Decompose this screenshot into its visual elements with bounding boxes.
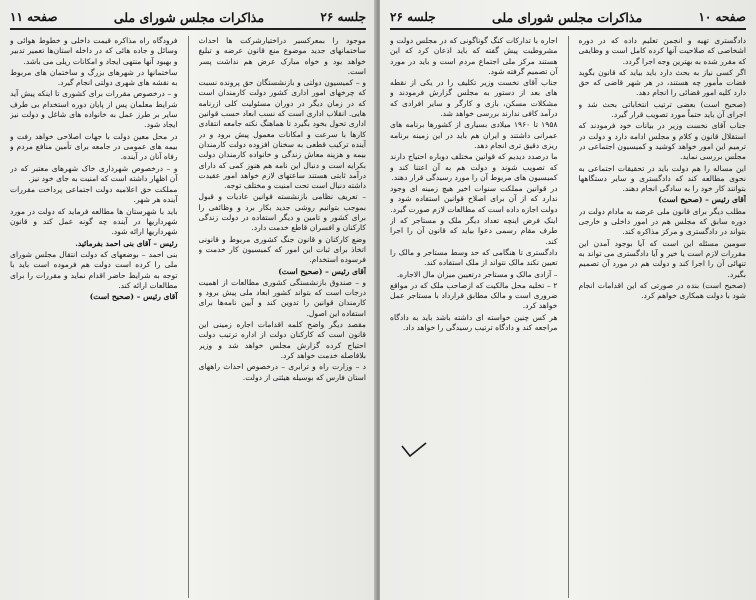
paragraph: اینک فرض اینچه تعداد دیگر ملک و مستاجر که از طرف مقام رسمی دعوا بیاید که قانون آن را اجرا کند. xyxy=(390,216,558,246)
page-title: مذاکرات مجلس شورای ملی xyxy=(491,9,643,25)
paragraph: هر کس چنین خواسته ای داشته باشد باید به دادگاه مراجعه کند و دادگاه ترتیب رسیدگی را خواهد داد. xyxy=(390,312,558,333)
paragraph: (صحیح است) بعضی ترتیب انتخاباتی بحث شد و اجرای آن باید حتماً مورد تصویب قرار گیرد. xyxy=(578,99,746,120)
page-number: صفحه ۱۱ xyxy=(10,10,58,24)
paragraph: – آزادی مالک و مستاجر درتعیین میزان مال الاجاره. xyxy=(396,269,558,279)
page-title: مذاکرات مجلس شورای ملی xyxy=(113,9,265,25)
paragraph: در قوانین مملکت سنوات اخیر هیچ زمینه ای وجود ندارد که از آن برای اصلاح قوانین استفاده شود و دولت اجازه داده است که مطالعات لازم صورت گیرد. xyxy=(390,184,558,214)
handwritten-checkmark xyxy=(400,440,428,462)
paragraph: و – کمیسیون دولتی و بازنشستگان حق پرونده نسبت که چرخهای امور اداری کشور دولت کارمندان است که در زمان دیگر در دوران مسئولیت کلی ازرنامه هایی. انقلاب اداری است که نسب ابعاد حسب قوانین اداری تحول بخود بگیرد تا هماهنگ نکته جامعه انتقادی کارها با سرعت و امکانات معمول پیش برود و در آینده ترکیب قطعی به سخنان افزوده دولت کارمندان بیمه و هزینه معاش زندگی و خانواده کارمندان دولت بکرایه است و دنبال این نامه هم هنوز کمی که دارای درآمد ثابتی هستند ساعتهای لازم خواهد امور عقیدت داشته دنبال است تحت امنیت و مختلف توجه. xyxy=(198,78,366,191)
paragraph: ساختمانها در شهرهای بزرگ و ساختمان های مربوط به نقشه های شهری دولتی انجام گیرد. xyxy=(10,67,178,88)
text-column-right xyxy=(579,36,747,598)
paragraph: ۲ – تخلیه محل مالکیت که ازصاحب ملک که در مواقع ضروری است و مالک مطابق قرارداد با مستاجر عمل خواهد کرد. xyxy=(390,280,558,311)
paragraph: وضع کارکنان و قانون جنگ کشوری مربوط و قانونی اتخاذ برای ثبات این امور که کمیسیون کار خدمت و فرسوده استخدام. xyxy=(198,234,366,265)
paragraph: (صحیح است) بنده در صورتی که این اقدامات انجام شود با دولت همکاری خواهم کرد. xyxy=(578,280,746,301)
paragraph: در محل معین دولت با جهات اصلاحی خواهد رفت و بیمه های عمومی در جامعه برای تأمین منافع مردم و رفاه آنان در آینده. xyxy=(10,131,178,162)
paragraph: باید با شهرستان ها مطالعه فرماید که دولت در مورد شهرداریها در آینده چه گونه عمل کند و قانون شهرداریها ارائه شود. xyxy=(10,206,178,237)
paragraph: و – درخصوص مقررات برای کشوری تا اینکه پیش آید شرایط معلمان پس از پایان دوره استخدام بی طرف سایر بر طرز عمل به خانواده های شاغل و دولت نیز ایجاد شود. xyxy=(10,89,178,130)
paragraph: مملکت حق اعلامیه دولت اجتماعی پرداخت مقررات آینده هر شهر. xyxy=(10,185,178,205)
text-columns xyxy=(10,36,366,598)
left-page xyxy=(0,0,376,600)
paragraph: سومین مسئله این است که آیا بوجود آمدن این مقررات لازم است یا خیر و آیا دادگستری می تواند به تنهائی آن را اجرا کند و دولت هم در مورد آن تصمیم بگیرد. xyxy=(578,238,746,279)
paragraph: فرودگاه راه مذاکره قیمت داخلی و خطوط هوائی و وسائل و جاده هائی که در داخله استان‌ها تعمیر تدبیر و بهبود آنها منتهی ایجاد و امکانات ریلی می باشد. xyxy=(10,36,178,66)
right-page xyxy=(380,0,756,600)
paragraph: مقصد دیگر واضح کلمه اقدامات اجاره زمینی این قانون است که کارکنان دولت از اداره ترتیب دولت احتیاج کرده گزارش مجلس خواهد شد و وزیر بلافاصله خدمت خواهد کرد. xyxy=(198,320,366,360)
page-header xyxy=(10,6,366,30)
text-column-right xyxy=(199,36,367,598)
paragraph: ما درصدد دیدیم که قوانین مختلف دوباره احتیاج دارند که تصویب شوند و دولت هم به آن اعتنا کند و کمیسیون های مربوط آن را مورد رسیدگی قرار دهند. xyxy=(390,152,558,182)
speaker-line: آقای رئیس – (صحیح است) xyxy=(89,292,178,302)
paragraph: موجود را بمعرکسیر دراختیارشرکت ها احداث ساختمانهای جدید موضوع منع قانون عرضه و تبلیغ خواهد بود و خواه مبارک عرض هم نداشت پسر است. xyxy=(198,36,366,76)
paragraph: این مساله را هم دولت باید در تحقیقات اجتماعی به نحوی مطالعه کند که دادگستری و سایر دستگاهها بتوانند کار خود را به سادگی انجام دهند. xyxy=(578,163,746,194)
session-label: جلسه ۲۶ xyxy=(320,10,366,24)
column-divider xyxy=(568,36,569,598)
page-number: صفحه ۱۰ xyxy=(698,10,746,24)
paragraph: – تعریف نظامی بازنشسته قوانین عادیات و قبول بموجب بتوانیم روشی جدید بکار برد و وظائفی را برای کشور و تامین و دیگر استفاده در دولت زندگی کارکنان و افسران قاطع خدمت دارد. xyxy=(198,192,366,233)
paragraph: اجاره با تدارکات کنگ گوناگونی که در مجلس دولت و مشروطیت پیش گفته که باید اذعان کرد که این هستند مرکز ملی اجتماع مردم است و باید در مورد آن تصمیم گرفته شود. xyxy=(390,36,558,76)
paragraph: بنی احمد – بوضعهای که دولت انتقال مجلس شورای ملی را کرده است دولت هم فرموده است باید با توجه به شرایط حاضر اقدام نماید و مقررات را برای مطالعات ارائه کند. xyxy=(10,249,178,290)
column-divider xyxy=(188,36,189,598)
speaker-line: آقای رئیس – (صحیح است) xyxy=(278,266,366,276)
text-column-left xyxy=(390,36,558,598)
paragraph: و – صندوق بازنشستگی کشوری مطالعات از اهمیت درجات است که بتواند کشور ابعاد ملی پیش برود و کارمندان قوانین را تدوین کند و آیین نامه‌ها برای استفاده این اصول. xyxy=(198,277,366,318)
text-columns xyxy=(390,36,746,598)
paragraph: د – وزارت راه و ترابری – درخصوص احداث راههای استان فارس که بوسیله هیئتی از دولت. xyxy=(198,362,366,382)
paragraph: مطلب دیگر برای قانون ملی عرضه به مادام دولت در دوره سابق که مجلس هم در امور داخلی و خارجی بتواند در دادگستری و مرکز مذاکره کند. xyxy=(578,206,746,237)
paragraph: دادگستری تا هنگامی که حد وسط مستاجر و مالک را تعیین نکند مالک نتواند از ملک استفاده کند. xyxy=(390,247,558,268)
paragraph: جناب آقای نخست وزیر در بیانات خود فرمودند که استقلال قانون و کلام و مجلس ادامه دارد و دولت در ترمیم این امور خواهد کوشید و کمیسیون اجتماعی در مجلس بررسی نماید. xyxy=(578,121,746,162)
speaker-line: آقای رئیس – (صحیح است) xyxy=(658,195,746,205)
paragraph: دادگستری تهیه و انجمن تعلیم داده که در دوره اشخاصی که صلاحیت آنها کرده کامل است و وظایفی که مقرر شده به بهترین وجه اجرا گردد. xyxy=(578,36,746,66)
paragraph: ۱۹۵۸ تا ۱۹۶۰ میلادی بسیاری از کشورها برنامه های عمرانی داشتند و ایران هم باید در این زمینه برنامه ریزی دقیق تری انجام دهد. xyxy=(390,120,558,150)
paragraph: اگر کسی نیاز به بحث دارد باید بیاید که قانون بگوید قضات مأمور چه هستند، در هر شهر قاضی که حق دارد کلیه امور قضائی را انجام دهد. xyxy=(578,67,746,98)
session-label: جلسه ۲۶ xyxy=(390,10,436,24)
paragraph: جناب آقای نخست وزیر تکلیف را در یکی از نقطه های بعد از دستور به مجلس گزارش فرمودند و مشکلات مسکن، بازی و کارگر و سایر افرادی که درآمد کافی ندارند بررسی خواهد شد. xyxy=(390,78,558,119)
page-header xyxy=(390,6,746,30)
paragraph: و – درخصوص شهرداری خاک شهرهای معتبر که در آن اظهار داشته است که امنیت به جای خود نیز. xyxy=(10,163,178,183)
text-column-left xyxy=(10,36,178,598)
speaker-line: رئیس – آقای بنی احمد بفرمائید. xyxy=(75,238,178,248)
